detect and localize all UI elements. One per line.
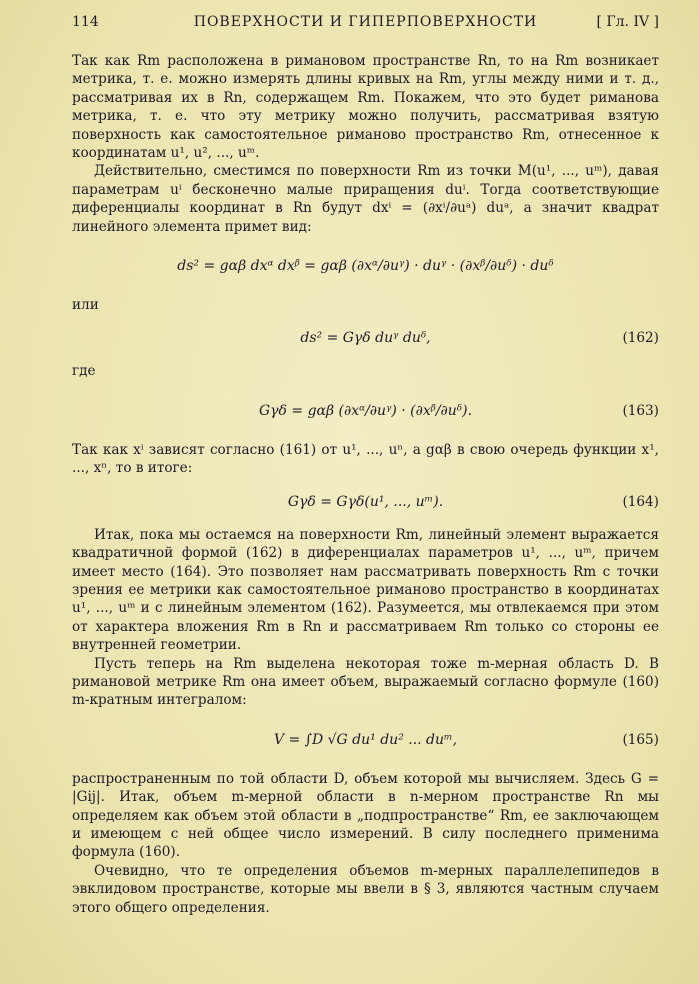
- running-title: ПОВЕРХНОСТИ И ГИПЕРПОВЕРХНОСТИ: [193, 14, 538, 30]
- label-gde: где: [72, 363, 96, 380]
- page-number: 114: [72, 14, 99, 30]
- paragraph-6: распространенным по той области D, объем которой мы вычисляем. Здесь G = |Gij|. Итак, объем m-мерной области в n-мерном пространстве Rn мы определяем как объем этой области в „подпространстве“ Rm, ее заключающем и имеющем с ней общее число измерений. В силу последнего применима формула (160).: [72, 770, 659, 861]
- chapter-marker: [ Гл. IV ]: [596, 14, 659, 30]
- equation-number-165: (165): [622, 731, 659, 748]
- equation-number-162: (162): [622, 330, 659, 347]
- equation-164-text: Gγδ = Gγδ(u¹, ..., uᵐ).: [287, 493, 444, 510]
- equation-ds-expansion: [72, 246, 659, 286]
- equation-162: [72, 324, 659, 352]
- equation-164: [72, 488, 659, 516]
- equation-163: [72, 391, 659, 431]
- paragraph-3: Так как xⁱ зависят согласно (161) от u¹, ..., uⁿ, а gαβ в свою очередь функции x¹, ..., xⁿ, то в итоге:: [72, 441, 659, 477]
- page-body: [72, 52, 659, 917]
- equation-number-163: (163): [622, 402, 659, 419]
- paragraph-2: Действительно, сместимся по поверхности Rm из точки M(u¹, ..., uᵐ), давая параметрам uⁱ бесконечно малые приращения duⁱ. Тогда соответствующие диференциалы координат в Rn будут dxⁱ = (∂xⁱ/∂uᵃ) duᵃ, а значит квадрат линейного элемента примет вид:: [72, 163, 659, 235]
- equation-162-text: ds² = Gγδ duᵞ duᵟ,: [300, 330, 431, 347]
- equation-163-text: Gγδ = gαβ (∂xᵅ/∂uᵞ) · (∂xᵝ/∂uᵟ).: [258, 402, 473, 419]
- label-ili: или: [72, 297, 99, 314]
- equation-number-164: (164): [622, 493, 659, 510]
- paragraph-7: Очевидно, что те определения объемов m-мерных параллелепипедов в эвклидовом пространстве, которые мы ввели в § 3, являются частным случаем этого общего определения.: [72, 862, 659, 916]
- paragraph-5: Пусть теперь на Rm выделена некоторая тоже m-мерная область D. В римановой метрике Rm она имеет объем, выражаемый согласно формуле (160) m-кратным интегралом:: [72, 655, 659, 709]
- paragraph-4: Итак, пока мы остаемся на поверхности Rm, линейный элемент выражается квадратичной формой (162) в диференциалах параметров u¹, ..., uᵐ, причем имеет место (164). Это позволяет нам рассматривать поверхность Rm с точки зрения ее метрики как самостоятельное риманово пространство в координатах u¹, ..., uᵐ и с линейным элементом (162). Разумеется, мы отвлекаемся при этом от характера вложения Rm в Rn и рассматриваем Rm только со стороны ее внутренней геометрии.: [72, 526, 659, 654]
- paragraph-1: Так как Rm расположена в римановом пространстве Rn, то на Rm возникает метрика, т. е. можно измерять длины кривых на Rm, углы между ними и т. д., рассматривая их в Rn, содержащем Rm. Покажем, что это будет риманова метрика, т. е. что эту метрику можно получить, рассматривая взятую поверхность как самостоятельное риманово пространство Rm, отнесенное к координатам u¹, u², ..., uᵐ.: [72, 53, 659, 162]
- equation-165: [72, 720, 659, 760]
- equation-165-text: V = ∫D √G du¹ du² ... duᵐ,: [273, 731, 458, 748]
- page-header: [72, 14, 659, 36]
- equation-ds-expansion-text: ds² = gαβ dxᵅ dxᵝ = gαβ (∂xᵅ/∂uᵞ) · duᵞ · (∂xᵝ/∂uᵟ) · duᵟ: [177, 258, 554, 275]
